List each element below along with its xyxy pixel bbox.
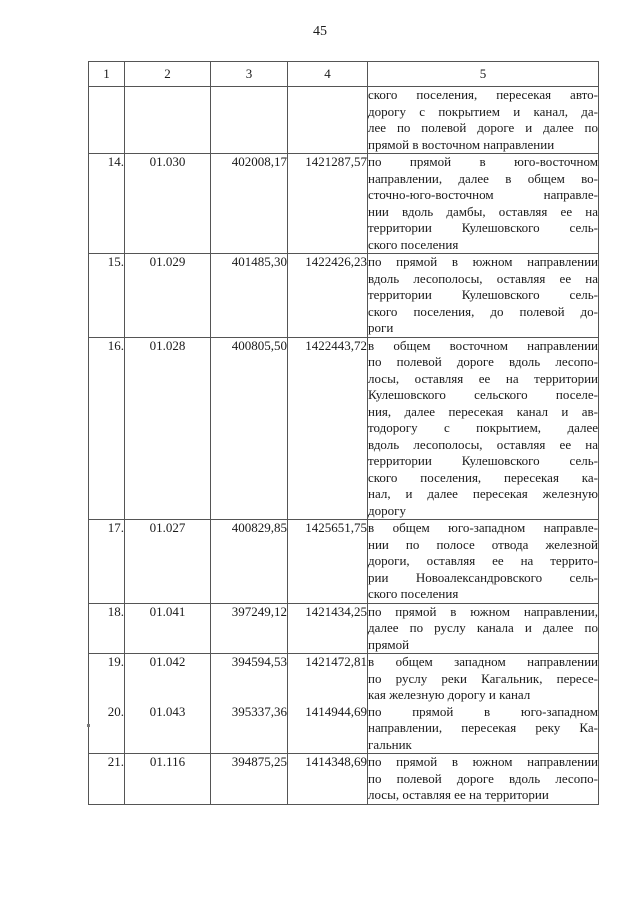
description-line: ния, далее пересекая канал и ав- — [368, 403, 598, 419]
row-number: 17. — [89, 520, 125, 604]
column-header: 1 — [89, 62, 125, 87]
page-number: 45 — [313, 24, 327, 39]
row-number: 16. — [89, 337, 125, 520]
description-line: по полевой дороге вдоль лесопо- — [368, 770, 598, 786]
boundary-description — [368, 520, 599, 604]
description-line: территории Кулешовского сель- — [368, 453, 598, 468]
row-number: 20. — [89, 704, 125, 754]
description-line: лосы, оставляя ее на территории — [368, 787, 549, 802]
point-code: 01.029 — [125, 254, 211, 338]
table-row — [89, 754, 599, 805]
point-code: 01.043 — [125, 704, 211, 754]
description-line: тодорогу с покрытием, далее — [368, 420, 598, 435]
description-line: дорогу — [368, 502, 406, 518]
description-line: по полевой дороге вдоль лесопо- — [368, 354, 598, 369]
description-line: по прямой в южном направлении, — [368, 603, 598, 619]
description-line: сточно-юго-восточном направле- — [368, 187, 598, 202]
description-line: по руслу реки Кагальник, пересе- — [368, 670, 598, 686]
description-line: рии Новоалександровского сель- — [368, 569, 598, 585]
description-line: ского поселения — [368, 586, 459, 601]
description-line: кая железную дорогу и канал — [368, 687, 531, 702]
table-row — [89, 87, 599, 154]
coordinate-x: 394594,53 — [211, 654, 288, 704]
point-code — [125, 87, 211, 154]
point-code: 01.116 — [125, 754, 211, 805]
point-code: 01.041 — [125, 603, 211, 654]
coordinate-x: 401485,30 — [211, 254, 288, 338]
coordinate-x: 400829,85 — [211, 520, 288, 604]
coordinate-x: 394875,25 — [211, 754, 288, 805]
coordinate-x: 402008,17 — [211, 154, 288, 254]
description-line: территории Кулешовского сель- — [368, 287, 598, 302]
description-line: в общем западном направлении — [368, 654, 598, 669]
coordinate-y: 1421434,25 — [288, 603, 368, 654]
point-code: 01.027 — [125, 520, 211, 604]
description-line: по прямой в юго-восточном — [368, 154, 598, 169]
coordinate-x: 400805,50 — [211, 337, 288, 520]
row-number — [89, 87, 125, 154]
row-number: 18. — [89, 603, 125, 654]
boundary-description — [368, 337, 599, 520]
description-line: направлении, далее в общем во- — [368, 170, 598, 186]
column-header: 2 — [125, 62, 211, 87]
table-row — [89, 603, 599, 654]
coordinate-y: 1414944,69 — [288, 704, 368, 754]
description-line: по прямой в южном направлении — [368, 754, 598, 769]
coordinate-y: 1421472,81 — [288, 654, 368, 704]
boundary-table — [88, 61, 599, 805]
table-row — [89, 254, 599, 338]
description-line: лее по полевой дороге и далее по — [368, 120, 598, 135]
coordinate-x: 395337,36 — [211, 704, 288, 754]
point-code: 01.028 — [125, 337, 211, 520]
description-line: нал, и далее пересекая железную — [368, 486, 598, 501]
coordinate-y: 1414348,69 — [288, 754, 368, 805]
column-header: 4 — [288, 62, 368, 87]
coordinate-y — [288, 87, 368, 154]
description-line: ского поселения, пересекая авто- — [368, 87, 598, 102]
description-line: далее по руслу канала и далее по — [368, 620, 598, 635]
description-line: территории Кулешовского сель- — [368, 220, 598, 235]
description-line: по прямой в южном направлении — [368, 254, 598, 269]
boundary-description — [368, 704, 599, 754]
coordinate-y: 1421287,57 — [288, 154, 368, 254]
description-line: нии по полосе отвода железной — [368, 536, 598, 552]
row-number: 19. — [89, 654, 125, 704]
description-line: нии вдоль дамбы, оставляя ее на — [368, 203, 598, 219]
description-line: ского поселения, пересекая ка- — [368, 469, 598, 485]
point-code: 01.042 — [125, 654, 211, 704]
point-code: 01.030 — [125, 154, 211, 254]
description-line: ского поселения, до полевой до- — [368, 303, 598, 319]
description-line: роги — [368, 320, 394, 335]
description-line: прямой — [368, 636, 410, 652]
description-line: в общем юго-западном направле- — [368, 520, 598, 535]
description-line: гальник — [368, 736, 412, 752]
table-row — [89, 337, 599, 520]
coordinate-y: 1422426,23 — [288, 254, 368, 338]
description-line: в общем восточном направлении — [368, 337, 598, 353]
row-number: 14. — [89, 154, 125, 254]
boundary-description — [368, 254, 599, 338]
description-line: направлении, пересекая реку Ка- — [368, 720, 598, 735]
table-row — [89, 704, 599, 754]
description-line: вдоль лесополосы, оставляя ее на — [368, 436, 598, 452]
boundary-description — [368, 654, 599, 704]
boundary-description — [368, 87, 599, 154]
boundary-description — [368, 754, 599, 805]
description-line: лосы, оставляя ее на территории — [368, 370, 598, 386]
boundary-description — [368, 603, 599, 654]
description-line: прямой в восточном направлении — [368, 136, 555, 152]
table-row — [89, 654, 599, 704]
boundary-description — [368, 154, 599, 254]
row-number: 21. — [89, 754, 125, 805]
coordinate-y: 1425651,75 — [288, 520, 368, 604]
table-row — [89, 154, 599, 254]
coordinate-x: 397249,12 — [211, 603, 288, 654]
column-header: 5 — [368, 62, 599, 87]
description-line: дороги, оставляя ее на террито- — [368, 553, 598, 568]
description-line: дорогу с покрытием и канал, да- — [368, 103, 598, 119]
description-line: Кулешовского сельского поселе- — [368, 387, 598, 402]
column-header: 3 — [211, 62, 288, 87]
table-row — [89, 520, 599, 604]
coordinate-x — [211, 87, 288, 154]
description-line: ского поселения — [368, 236, 459, 252]
description-line: по прямой в юго-западном — [368, 703, 598, 719]
table-header-row — [89, 62, 599, 87]
coordinate-y: 1422443,72 — [288, 337, 368, 520]
margin-mark — [87, 724, 90, 727]
row-number: 15. — [89, 254, 125, 338]
description-line: вдоль лесополосы, оставляя ее на — [368, 270, 598, 286]
